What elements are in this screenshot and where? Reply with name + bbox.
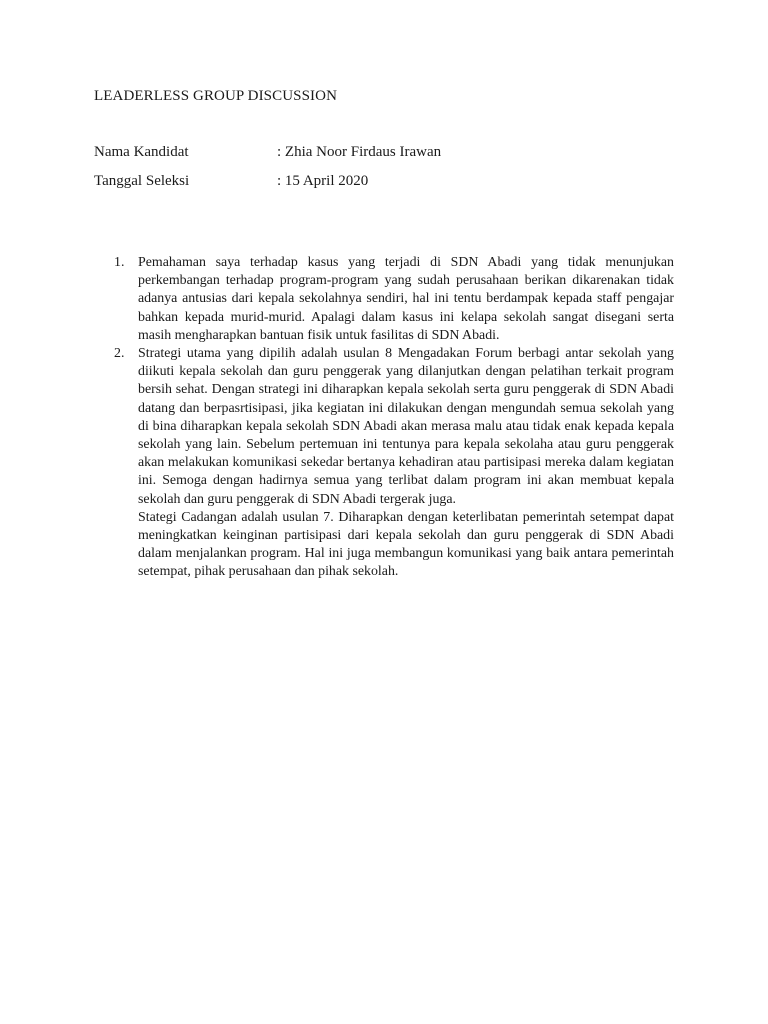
candidate-name-row: [94, 143, 694, 161]
document-title: LEADERLESS GROUP DISCUSSION: [94, 88, 338, 104]
answer-list: [94, 254, 674, 582]
list-item: [94, 254, 674, 345]
list-item-paragraph: Strategi utama yang dipilih adalah usulan 8 Mengadakan Forum berbagi antar sekolah yang diikuti kepala sekolah dan guru penggerak yang dilanjutkan dengan pelatihan terkait program bersih sehat. Dengan strategi ini diharapkan kepala sekolah serta guru penggerak di SDN Abadi datang dan berpasrtisipasi, jika kegiatan ini dilakukan dengan mengundah semua sekolah yang di bina diharapkan kepala sekolah SDN Abadi akan merasa malu atau tidak enak kepada kepala sekolah yang lain. Sebelum pertemuan ini tentunya para kepala sekolaha atau guru penggerak akan melakukan komunikasi sekedar bertanya kehadiran atau partisipasi mereka dalam kegiatan ini. Semoga dengan hadirnya semua yang terlibat dalam program ini akan membuat kepala sekolah dan guru penggerak di SDN Abadi tergerak juga.: [138, 346, 674, 507]
list-item-number: 1.: [114, 255, 125, 270]
selection-date-value: : 15 April 2020: [277, 173, 369, 189]
candidate-name-label: Nama Kandidat: [94, 144, 189, 160]
selection-date-row: [94, 172, 694, 190]
list-item-paragraph: Pemahaman saya terhadap kasus yang terjadi di SDN Abadi yang tidak menunjukan perkembangan terhadap program-program yang sudah perusahaan berikan dikarenakan tidak adanya antusias dari kepala sekolahnya sendiri, hal ini tentu berdampak kepada staff pengajar bahkan kepada murid-murid. Apalagi dalam kasus ini kelapa sekolah sangat disegani serta masih mengharapkan bantuan fisik untuk fasilitas di SDN Abadi.: [138, 255, 674, 343]
selection-date-label: Tanggal Seleksi: [94, 173, 190, 189]
candidate-name-value: : Zhia Noor Firdaus Irawan: [277, 144, 442, 160]
list-item-number: 2.: [114, 346, 125, 362]
list-item-paragraph: Stategi Cadangan adalah usulan 7. Diharapkan dengan keterlibatan pemerintah setempat dapat meningkatkan keinginan partisipasi dari kepala sekolah dan guru penggerak di SDN Abadi dalam menjalankan program. Hal ini juga membangun komunikasi yang baik antara pemerintah setempat, pihak perusahaan dan pihak sekolah.: [138, 509, 674, 580]
list-item: [94, 345, 674, 582]
